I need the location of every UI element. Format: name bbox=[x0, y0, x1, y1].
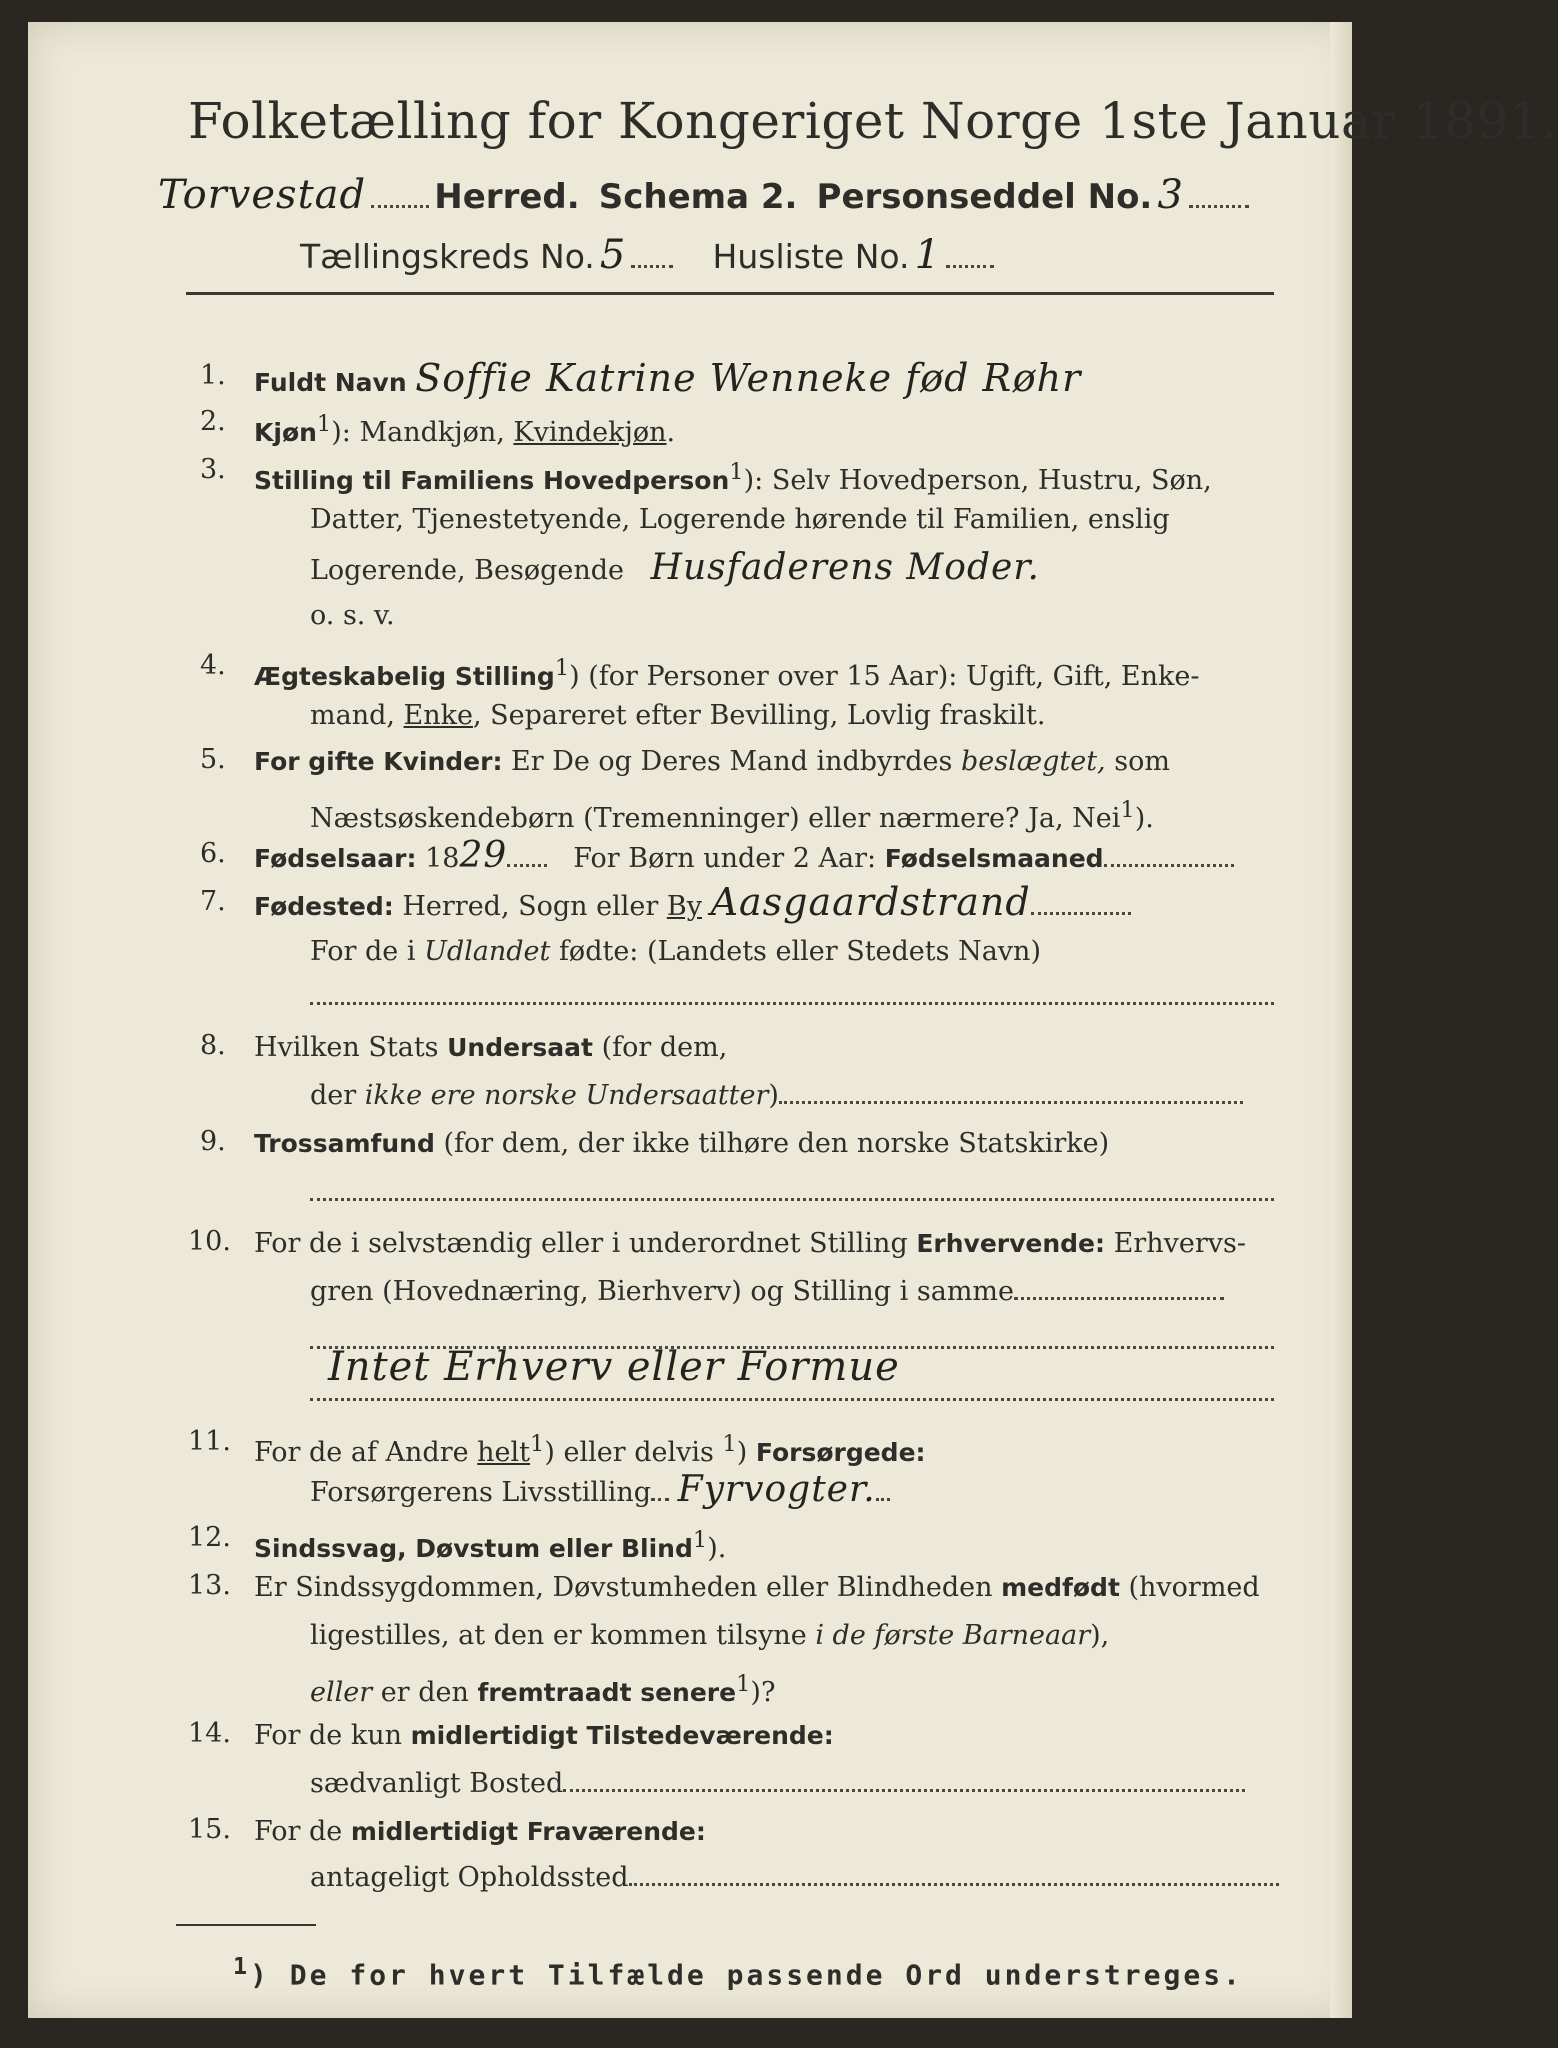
q11-text1d: ) bbox=[736, 1437, 756, 1468]
footnote-text: ) De for hvert Tilfælde passende Ord understreges. bbox=[250, 1958, 1243, 1992]
q3-label: Stilling til Familiens Hovedperson bbox=[254, 466, 730, 495]
q2-text-a: ): Mandkjøn, bbox=[331, 417, 514, 448]
q6-rest-bold: Fødselsmaaned bbox=[884, 844, 1104, 873]
q10-text1c: Erhvervs- bbox=[1105, 1228, 1246, 1259]
dotted-line bbox=[371, 205, 429, 208]
q11-number: 11. bbox=[188, 1426, 231, 1457]
q2-number: 2. bbox=[200, 406, 226, 437]
q13-text2a: ligestilles, at den er kommen tilsyne bbox=[310, 1620, 816, 1651]
census-form-page bbox=[28, 22, 1558, 2018]
husliste-value: 1 bbox=[914, 232, 942, 278]
q3-line3 bbox=[310, 548, 1040, 591]
q5-text1b: beslægtet, bbox=[960, 746, 1106, 777]
q12-row bbox=[254, 1520, 726, 1569]
q13-text2c: ), bbox=[1090, 1620, 1110, 1651]
q14-line2 bbox=[310, 1764, 1245, 1804]
footnote bbox=[233, 1952, 1243, 1991]
q4-text2c: , Separeret efter Bevilling, Lovlig fraskilt. bbox=[473, 700, 1046, 731]
page-edge bbox=[1330, 22, 1352, 2018]
q15-line1 bbox=[254, 1812, 706, 1852]
q7-line1 bbox=[254, 882, 1131, 927]
q13-text1a: Er Sindssygdommen, Døvstumheden eller Blindheden bbox=[254, 1572, 1002, 1603]
q8-text2b: ikke ere norske Undersaatter bbox=[364, 1080, 769, 1111]
q11-sup-b: 1 bbox=[722, 1431, 737, 1457]
q6-value: 29 bbox=[459, 835, 508, 876]
q10-number: 10. bbox=[188, 1226, 231, 1257]
dotted-line bbox=[876, 1498, 890, 1501]
q4-text1: ) (for Personer over 15 Aar): Ugift, Gift, Enke- bbox=[569, 661, 1200, 692]
personseddel-label: Personseddel No. bbox=[816, 177, 1153, 217]
q11-text1a: For de af Andre bbox=[254, 1437, 478, 1468]
q1-value: Soffie Katrine Wenneke fød Røhr bbox=[415, 356, 1082, 400]
q4-text2b: Enke bbox=[403, 700, 473, 731]
personseddel-value: 3 bbox=[1157, 172, 1184, 218]
q8-line2 bbox=[310, 1076, 1243, 1116]
q8-line1 bbox=[254, 1028, 727, 1068]
q9-text1: (for dem, der ikke tilhøre den norske Statskirke) bbox=[434, 1128, 1110, 1159]
q7-text2c: fødte: (Landets eller Stedets Navn) bbox=[550, 936, 1041, 967]
footnote-sup: 1 bbox=[233, 1952, 251, 1980]
q4-sup: 1 bbox=[554, 655, 570, 681]
q15-text1a: For de bbox=[254, 1816, 351, 1847]
q5-text1a: Er De og Deres Mand indbyrdes bbox=[502, 746, 961, 777]
q6-prefix: 18 bbox=[416, 843, 460, 874]
q10-text1a: For de i selvstændig eller i underordnet Stilling bbox=[254, 1228, 917, 1259]
q13-line1 bbox=[254, 1568, 1260, 1608]
q12-sup: 1 bbox=[692, 1527, 708, 1553]
q4-text2a: mand, bbox=[310, 700, 404, 731]
q9-number: 9. bbox=[200, 1126, 226, 1157]
dotted-line bbox=[1104, 864, 1234, 867]
dotted-line bbox=[1189, 205, 1249, 208]
q13-text1c: (hvormed bbox=[1119, 1572, 1260, 1603]
q7-text1: Herred, Sogn eller bbox=[393, 891, 667, 922]
q10-line1 bbox=[254, 1224, 1246, 1264]
q12-number: 12. bbox=[188, 1522, 231, 1553]
q14-text2: sædvanligt Bosted bbox=[310, 1768, 564, 1799]
q12-label: Sindssvag, Døvstum eller Blind bbox=[254, 1534, 693, 1563]
q8-text1b: Undersaat bbox=[447, 1033, 593, 1062]
q14-text1a: For de kun bbox=[254, 1720, 411, 1751]
q13-text3d: )? bbox=[750, 1677, 776, 1708]
q2-text-b: Kvindekjøn bbox=[513, 417, 667, 448]
q1-label: Fuldt Navn bbox=[254, 368, 407, 397]
q10-answer bbox=[328, 1344, 900, 1390]
q8-number: 8. bbox=[200, 1030, 226, 1061]
q15-text1b: midlertidigt Fraværende: bbox=[350, 1817, 706, 1846]
q10-line2 bbox=[310, 1272, 1224, 1312]
q5-line1 bbox=[254, 742, 1170, 782]
q7-text1b: By bbox=[666, 891, 702, 922]
q10-value: Intet Erhverv eller Formue bbox=[328, 1344, 900, 1390]
q13-text1b: medfødt bbox=[1001, 1573, 1120, 1602]
q6-number: 6. bbox=[200, 838, 226, 869]
q11-sup-a: 1 bbox=[530, 1431, 545, 1457]
q7-value: Aasgaardstrand bbox=[710, 880, 1031, 924]
q1-row bbox=[254, 358, 1081, 403]
q2-row bbox=[254, 404, 675, 453]
q4-number: 4. bbox=[200, 650, 226, 681]
q10-text2: gren (Hovednæring, Bierhverv) og Stilling i samme bbox=[310, 1276, 1015, 1307]
kreds-value: 5 bbox=[599, 232, 627, 278]
q7-text2a: For de i bbox=[310, 936, 425, 967]
q5-line2 bbox=[310, 790, 1154, 839]
q7-line2 bbox=[310, 932, 1041, 972]
dotted-line bbox=[629, 1883, 1279, 1886]
header-row-kreds bbox=[300, 232, 994, 278]
q5-text2: Næstsøskendebørn (Tremenninger) eller nærmere? Ja, Nei bbox=[310, 803, 1121, 834]
q7-number: 7. bbox=[200, 886, 226, 917]
q3-number: 3. bbox=[200, 454, 226, 485]
q11-text1b: helt bbox=[477, 1437, 531, 1468]
q13-line3 bbox=[310, 1664, 775, 1713]
q14-text1b: midlertidigt Tilstedeværende: bbox=[410, 1721, 834, 1750]
q3-text1: ): Selv Hovedperson, Hustru, Søn, bbox=[743, 465, 1212, 496]
q2-label: Kjøn bbox=[254, 418, 317, 447]
q5-text2end: ). bbox=[1134, 803, 1154, 834]
q8-text1a: Hvilken Stats bbox=[254, 1032, 448, 1063]
dotted-line bbox=[631, 265, 673, 268]
header-divider bbox=[186, 292, 1274, 295]
q7-answer-line bbox=[310, 1002, 1274, 1005]
q2-sup: 1 bbox=[316, 411, 332, 437]
q6-label: Fødselsaar: bbox=[254, 844, 417, 873]
q13-text2b: i de første Barneaar bbox=[815, 1620, 1091, 1651]
q11-line1 bbox=[254, 1424, 926, 1473]
dotted-line bbox=[779, 1101, 1243, 1104]
q7-label: Fødested: bbox=[254, 892, 394, 921]
q11-text1e: Forsørgede: bbox=[755, 1438, 926, 1467]
q4-label: Ægteskabelig Stilling bbox=[254, 662, 555, 691]
q3-sup: 1 bbox=[729, 459, 744, 485]
dotted-line bbox=[507, 864, 547, 867]
q3-value: Husfaderens Moder. bbox=[650, 547, 1040, 588]
q11-text1c: ) eller delvis bbox=[544, 1437, 723, 1468]
q1-number: 1. bbox=[200, 360, 226, 391]
q4-line1 bbox=[254, 648, 1199, 697]
q9-label: Trossamfund bbox=[254, 1129, 435, 1158]
q11-value: Fyrvogter. bbox=[677, 1469, 876, 1510]
q6-rest: For Børn under 2 Aar: bbox=[573, 843, 885, 874]
q12-end: ). bbox=[707, 1533, 727, 1564]
kreds-label: Tællingskreds No. bbox=[300, 237, 595, 276]
q5-label: For gifte Kvinder: bbox=[254, 747, 503, 776]
q10-text1b: Erhvervende: bbox=[916, 1229, 1106, 1258]
q13-text3c: fremtraadt senere bbox=[477, 1678, 737, 1707]
q7-text2b: Udlandet bbox=[424, 936, 551, 967]
schema-label: Schema 2. bbox=[598, 177, 798, 217]
q15-line2 bbox=[310, 1858, 1279, 1898]
q13-text3b: er den bbox=[372, 1677, 478, 1708]
q13-sup: 1 bbox=[736, 1671, 751, 1697]
dotted-line bbox=[1031, 912, 1131, 915]
q3-text3: Logerende, Besøgende bbox=[310, 555, 624, 586]
dotted-line bbox=[651, 1498, 669, 1501]
q10-answer-line-2 bbox=[310, 1398, 1274, 1401]
q9-answer-line bbox=[310, 1198, 1274, 1201]
q4-line2 bbox=[310, 696, 1045, 736]
q3-line2: Datter, Tjenestetyende, Logerende hørende til Familien, enslig bbox=[310, 504, 1170, 535]
q14-line1 bbox=[254, 1716, 834, 1756]
herred-label: Herred. bbox=[434, 177, 580, 217]
q5-sup: 1 bbox=[1120, 797, 1135, 823]
header-row-herred bbox=[158, 172, 1249, 218]
dotted-line bbox=[1014, 1297, 1224, 1300]
q11-line2 bbox=[310, 1470, 890, 1513]
q3-line4: o. s. v. bbox=[310, 600, 395, 631]
dotted-line bbox=[946, 265, 994, 268]
q13-number: 13. bbox=[188, 1570, 231, 1601]
q13-text3a: eller bbox=[310, 1677, 373, 1708]
q14-number: 14. bbox=[188, 1718, 231, 1749]
q13-line2 bbox=[310, 1616, 1109, 1656]
q8-text2c: ) bbox=[768, 1080, 779, 1111]
q15-number: 15. bbox=[188, 1814, 231, 1845]
form-title: Folketælling for Kongeriget Norge 1ste Januar 1891. bbox=[188, 92, 1558, 150]
q11-text2: Forsørgerens Livsstilling bbox=[310, 1477, 652, 1508]
q2-text-c: . bbox=[666, 417, 676, 448]
q8-text2a: der bbox=[310, 1080, 365, 1111]
q5-text1c: som bbox=[1105, 746, 1170, 777]
q8-text1c: (for dem, bbox=[592, 1032, 728, 1063]
herred-value: Torvestad bbox=[158, 172, 367, 218]
footnote-divider bbox=[176, 1924, 316, 1926]
q15-text2: antageligt Opholdssted bbox=[310, 1862, 629, 1893]
dotted-line bbox=[563, 1789, 1245, 1792]
q9-line1 bbox=[254, 1124, 1109, 1164]
q3-line1 bbox=[254, 452, 1212, 501]
q6-row bbox=[254, 836, 1234, 879]
husliste-label: Husliste No. bbox=[712, 237, 910, 276]
q5-number: 5. bbox=[200, 744, 226, 775]
